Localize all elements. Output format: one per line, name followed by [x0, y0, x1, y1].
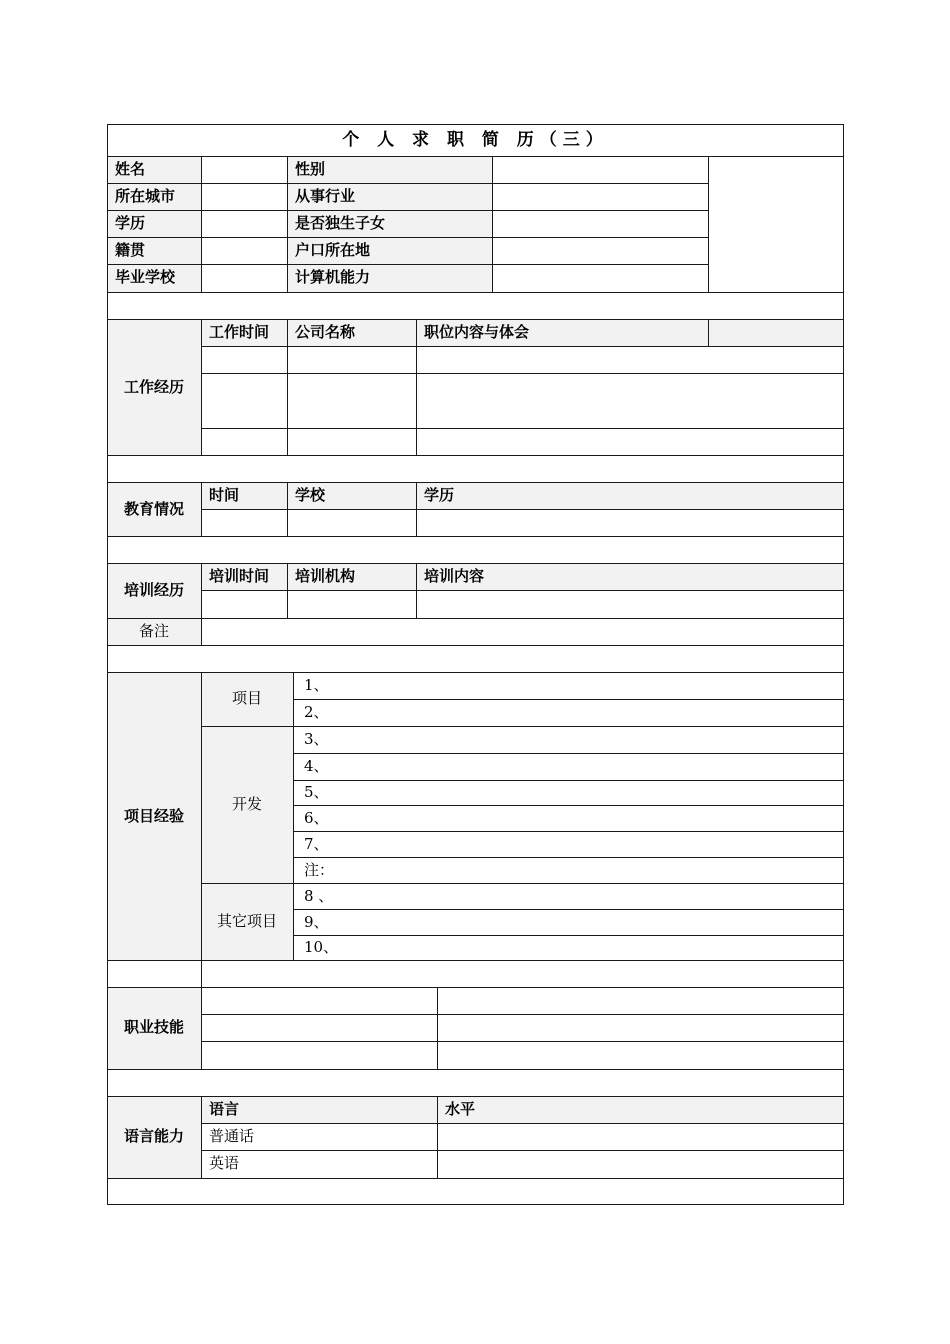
development-group-label: 开发: [231, 795, 262, 813]
rule: [107, 183, 708, 184]
rule: [107, 618, 844, 619]
rule: [293, 780, 844, 781]
projects-section-label: 项目经验: [123, 807, 184, 825]
rule: [107, 536, 844, 537]
project-line-5: 5、: [304, 783, 329, 801]
edu-time-header: 时间: [209, 486, 240, 504]
rule: [201, 1150, 844, 1151]
language-header: 语言: [209, 1100, 240, 1118]
project-line-4: 4、: [304, 757, 329, 775]
education-label: 学历: [115, 214, 146, 232]
native-place-label: 籍贯: [115, 241, 146, 259]
rule: [293, 699, 844, 700]
resume-form: [107, 124, 844, 1205]
rule: [708, 156, 709, 292]
rule: [201, 156, 202, 292]
project-line-7: 7、: [304, 835, 329, 853]
rule: [293, 753, 844, 754]
edu-degree-header: 学历: [424, 486, 455, 504]
name-label: 姓名: [115, 160, 146, 178]
rule: [492, 156, 493, 292]
project-line-9: 9、: [304, 913, 329, 931]
border-right: [843, 124, 844, 1205]
rule: [201, 1123, 844, 1124]
position-content-header: 职位内容与体会: [424, 323, 530, 341]
rule: [293, 935, 844, 936]
rule: [201, 428, 844, 429]
project-line-2: 2、: [304, 703, 329, 721]
rule: [201, 346, 844, 347]
project-line-3: 3、: [304, 730, 329, 748]
work-time-header: 工作时间: [209, 323, 270, 341]
rule: [293, 672, 294, 960]
rule: [201, 1014, 844, 1015]
rule: [293, 909, 844, 910]
level-header: 水平: [445, 1100, 476, 1118]
language-english: 英语: [209, 1154, 240, 1172]
rule: [107, 987, 844, 988]
rule: [201, 987, 202, 1069]
work-section-label: 工作经历: [123, 378, 184, 396]
language-mandarin: 普通话: [209, 1127, 255, 1145]
rule: [107, 156, 844, 157]
only-child-label: 是否独生子女: [295, 214, 386, 232]
training-org-header: 培训机构: [295, 567, 356, 585]
form-title: 个 人 求 职 简 历（三）: [342, 130, 609, 150]
rule: [293, 805, 844, 806]
rule: [293, 831, 844, 832]
school-label: 毕业学校: [115, 268, 176, 286]
skills-section-label: 职业技能: [123, 1018, 184, 1036]
rule: [107, 455, 844, 456]
industry-label: 从事行业: [295, 187, 356, 205]
rule: [107, 264, 708, 265]
rule: [107, 960, 844, 961]
rule: [107, 672, 844, 673]
city-label: 所在城市: [115, 187, 176, 205]
language-section-label: 语言能力: [123, 1127, 184, 1145]
computer-skill-label: 计算机能力: [295, 268, 371, 286]
project-line-10: 10、: [304, 938, 339, 956]
remark-label: 备注: [138, 622, 169, 640]
rule: [201, 373, 844, 374]
project-line-8: 8 、: [304, 887, 334, 905]
project-line-6: 6、: [304, 809, 329, 827]
rule: [201, 590, 844, 591]
project-note: 注：: [304, 861, 335, 879]
gender-label: 性别: [295, 160, 326, 178]
training-section-label: 培训经历: [123, 581, 184, 599]
training-time-header: 培训时间: [209, 567, 270, 585]
rule: [437, 987, 438, 1069]
rule: [708, 319, 709, 346]
company-header: 公司名称: [295, 323, 356, 341]
training-content-header: 培训内容: [424, 567, 485, 585]
hukou-label: 户口所在地: [295, 241, 371, 259]
project-group-label: 项目: [231, 689, 262, 707]
project-line-1: 1、: [304, 676, 329, 694]
language-header-row: [201, 1096, 844, 1123]
rule: [107, 1069, 844, 1070]
rule: [107, 1178, 844, 1179]
rule: [107, 237, 708, 238]
rule: [201, 509, 844, 510]
rule: [107, 210, 708, 211]
other-projects-group-label: 其它项目: [216, 912, 277, 930]
rule: [201, 1041, 844, 1042]
edu-section-label: 教育情况: [123, 500, 184, 518]
border-bottom: [107, 1204, 844, 1205]
rule: [293, 857, 844, 858]
edu-school-header: 学校: [295, 486, 326, 504]
rule: [107, 645, 844, 646]
rule: [708, 292, 844, 293]
